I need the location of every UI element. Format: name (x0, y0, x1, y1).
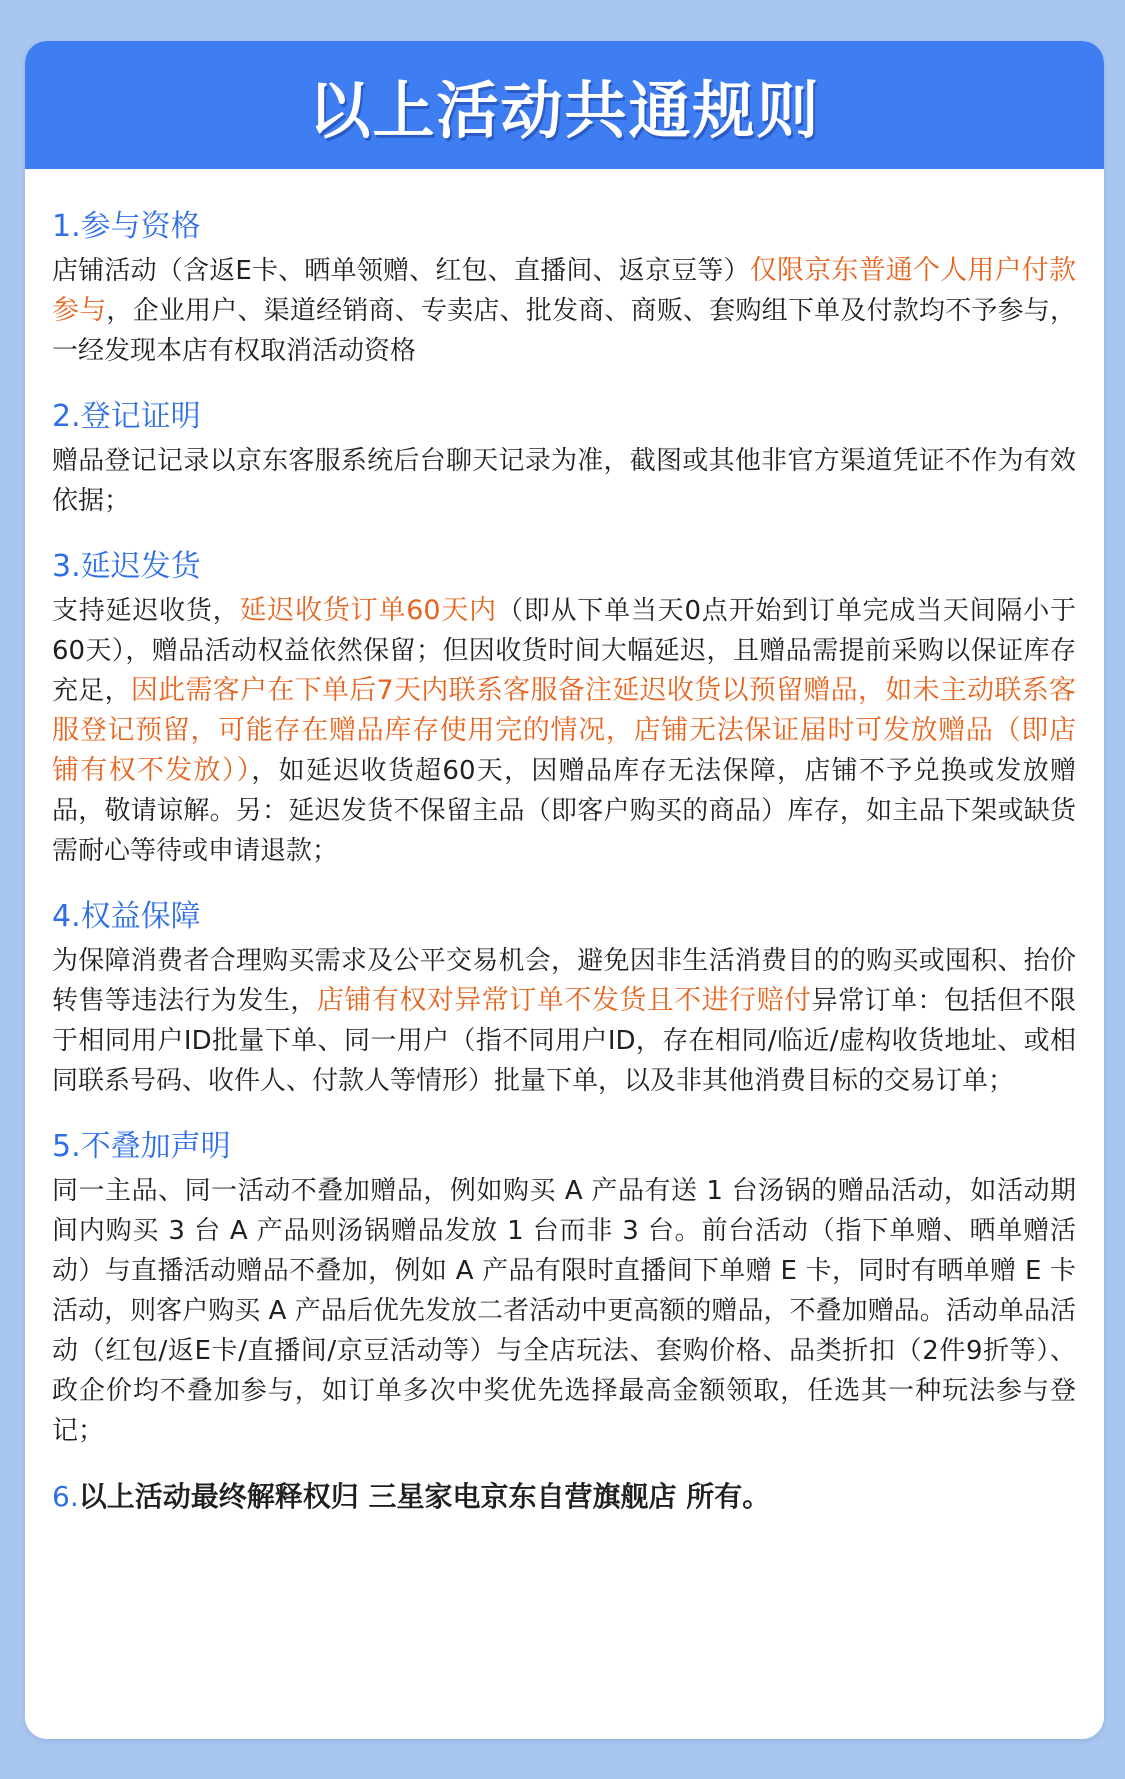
highlight-text: 店铺有权对异常订单不发货且不进行赔付 (316, 985, 812, 1016)
section-heading: 1.参与资格 (52, 209, 201, 244)
section-text (52, 251, 1076, 371)
section-eligibility (52, 205, 1076, 371)
text-segment: 为保障消费者合理购买需求及公平交易机会，避免因非生活消费目的的购买或囤积、抬价转售等违法行为发生， (52, 946, 1076, 1016)
section-no-stacking (52, 1125, 1076, 1451)
final-text: 以上活动最终解释权归 三星家电京东自营旗舰店 所有。 (78, 1480, 771, 1513)
section-text (52, 941, 1076, 1101)
highlight-text: 因此需客户在下单后7天内联系客服备注延迟收货以预留赠品，如未主动联系客服登记预留，可能存在赠品库存使用完的情况，店铺无法保证届时可发放赠品（即店铺有权不发放）） (52, 675, 1076, 786)
page-title: 以上活动共通规则 (308, 73, 821, 147)
text-segment: ，企业用户、渠道经销商、专卖店、批发商、商贩、套购组下单及付款均不予参与，一经发现本店有权取消活动资格 (52, 296, 1076, 366)
text-segment: （即从下单当天0点开始到订单完成当天间隔小于60天），赠品活动权益依然保留；但因收货时间大幅延迟，且赠品需提前采购以保证库存充足， (52, 596, 1076, 706)
text-segment: 支持延迟收货， (52, 596, 240, 626)
rules-card (25, 41, 1104, 1739)
final-statement (52, 1475, 1076, 1519)
text-segment: 赠品登记记录以京东客服系统后台聊天记录为准，截图或其他非官方渠道凭证不作为有效依据； (52, 446, 1076, 516)
section-registration-proof (52, 395, 1076, 521)
section-delayed-shipping (52, 545, 1076, 871)
card-header (25, 41, 1104, 169)
final-number: 6. (52, 1480, 79, 1513)
section-text (52, 441, 1076, 521)
section-final-interpretation (52, 1475, 1076, 1519)
section-heading: 5.不叠加声明 (52, 1129, 231, 1164)
section-heading: 3.延迟发货 (52, 549, 201, 584)
text-segment: 异常订单：包括但不限于相同用户ID批量下单、同一用户（指不同用户ID，存在相同/临近/虚构收货地址、或相同联系号码、收件人、付款人等情形）批量下单，以及非其他消费目标的交易订单； (52, 986, 1076, 1096)
text-segment: 同一主品、同一活动不叠加赠品，例如购买 A 产品有送 1 台汤锅的赠品活动，如活动期间内购买 3 台 A 产品则汤锅赠品发放 1 台而非 3 台。前台活动（指下单赠、晒单赠活动）与直播活动赠品不叠加，例如 A 产品有限时直播间下单赠 E 卡，同时有晒单赠 E 卡活动，则客户购买 A 产品后优先发放二者活动中更高额的赠品，不叠加赠品。活动单品活动（红包/返E卡/直播间/京豆活动等）与全店玩法、套购价格、品类折扣（2件9折等）、政企价均不叠加参与，如订单多次中奖优先选择最高金额领取，任选其一种玩法参与登记； (52, 1176, 1076, 1446)
text-segment: ，如延迟收货超60天，因赠品库存无法保障，店铺不予兑换或发放赠品，敬请谅解。另：延迟发货不保留主品（即客户购买的商品）库存，如主品下架或缺货需耐心等待或申请退款； (52, 756, 1076, 866)
section-heading: 2.登记证明 (52, 399, 201, 434)
rules-body (25, 169, 1104, 1519)
highlight-text: 仅限京东普通个人用户付款参与 (52, 255, 1077, 326)
highlight-text: 延迟收货订单60天内 (239, 595, 497, 626)
text-segment: 店铺活动（含返E卡、晒单领赠、红包、直播间、返京豆等） (52, 256, 750, 286)
section-heading: 4.权益保障 (52, 899, 201, 934)
section-text (52, 591, 1076, 871)
section-rights-protection (52, 895, 1076, 1101)
section-text (52, 1171, 1076, 1451)
